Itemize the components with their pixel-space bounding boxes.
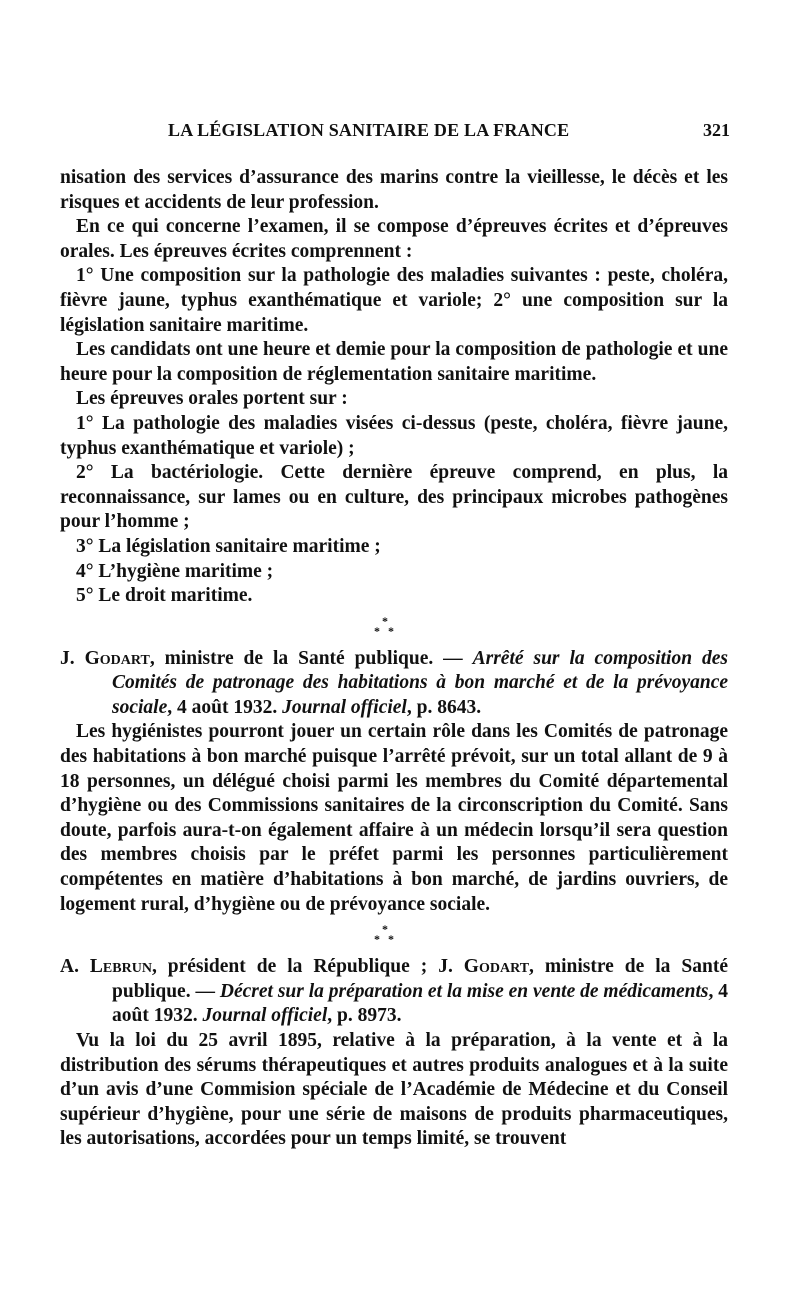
- citation2-author1-initial: A.: [60, 956, 90, 978]
- paragraph-oral-intro: Les épreuves orales portent sur :: [76, 388, 348, 410]
- list-item-oral-2: 2° La bactériologie. Cette dernière épreuve comprend, en plus, la reconnaissance, sur lames ou en culture, des principaux microbes pathogènes pour l’homme ;: [60, 462, 728, 533]
- section-separator-2: [60, 917, 728, 955]
- citation-author-initial: J.: [60, 647, 85, 669]
- citation-arrete: [60, 647, 728, 721]
- separator-star-left: *: [374, 623, 388, 638]
- citation2-author2-name: Godart: [463, 956, 530, 978]
- separator-stars-bottom-2: [374, 933, 402, 945]
- citation-date: , 4 août 1932.: [167, 696, 283, 718]
- citation2-author1-name: Lebrun: [89, 956, 152, 978]
- citation-title: Arrêté sur la composition des Comités de patronage des habitations à bon marché et de la prévoyance sociale: [112, 647, 729, 718]
- running-title: LA LÉGISLATION SANITAIRE DE LA FRANCE: [168, 120, 570, 140]
- list-item-oral-1: 1° La pathologie des maladies visées ci-dessus (peste, choléra, fièvre jaune, typhus exanthématique et variole) ;: [60, 412, 728, 459]
- citation2-author2-role: , ministre de la Santé publique. —: [112, 956, 728, 1002]
- citation-author-role: , ministre de la Santé publique. —: [149, 647, 473, 669]
- citation-journal: Journal officiel: [282, 696, 407, 718]
- page-number: 321: [703, 120, 730, 140]
- citation2-journal: Journal officiel: [202, 1005, 328, 1027]
- separator-star-top-2: *: [382, 922, 388, 937]
- paragraph-continuation: nisation des services d’assurance des marins contre la vieillesse, le décès et les risques et accidents de leur profession.: [60, 167, 728, 213]
- separator-star-right: *: [388, 623, 402, 638]
- citation-decret: [60, 955, 728, 1029]
- citation2-author1-role: , président de la République ; J.: [151, 956, 464, 978]
- separator-star-right-2: *: [388, 932, 402, 947]
- citation2-page-ref: , p. 8973.: [327, 1005, 402, 1027]
- separator-stars-bottom: [374, 625, 402, 637]
- separator-star-left-2: *: [374, 932, 388, 947]
- paragraph-loi-1895: Vu la loi du 25 avril 1895, relative à la préparation, à la vente et à la distribution des sérums thérapeutiques et autres produits analogues et à la suite d’un avis d’une Commision spéciale de l’Académie de Médecine et du Conseil supérieur d’hygiène, pour une série de maisons de produits pharmaceutiques, les autorisations, accordées pour un temps limité, se trouvent: [60, 1030, 728, 1150]
- paragraph-exam: En ce qui concerne l’examen, il se compose d’épreuves écrites et d’épreuves orales. Les épreuves écrites comprennent :: [60, 216, 728, 262]
- list-item-oral-5: 5° Le droit maritime.: [76, 585, 253, 607]
- list-item-oral-3: 3° La législation sanitaire maritime ;: [76, 535, 381, 557]
- page-body: [60, 166, 728, 1152]
- paragraph-written-1: 1° Une composition sur la pathologie des maladies suivantes : peste, choléra, fièvre jaune, typhus exanthématique et variole; 2° une composition sur la législation sanitaire maritime.: [60, 265, 728, 336]
- citation-page-ref: , p. 8643.: [406, 696, 482, 718]
- citation-author-name: Godart: [84, 647, 150, 669]
- citation2-date: , 4 août 1932.: [112, 980, 729, 1027]
- page-header: [60, 120, 730, 148]
- citation2-title: Décret sur la préparation et la mise en vente de médicaments: [219, 980, 709, 1002]
- list-item-oral-4: 4° L’hygiène maritime ;: [76, 560, 274, 582]
- paragraph-hygienistes: Les hygiénistes pourront jouer un certain rôle dans les Comités de patronage des habitations à bon marché puisque l’arrêté prévoit, sur un total allant de 9 à 18 personnes, un délégué choisi parmi les membres du Comité départemental d’hygiène ou des Commissions sanitaires de la circonscription du Comité. Sans doute, parfois aura-t-on également affaire à un médecin lorsqu’il sera question des membres choisis par le préfet parmi les personnes particulièrement compétentes en matière d’habitations à bon marché, de jardins ouvriers, de logement rural, d’hygiène ou de prévoyance sociale.: [60, 721, 728, 915]
- section-separator: [60, 609, 728, 647]
- separator-star-top: *: [382, 613, 388, 628]
- paragraph-candidates: Les candidats ont une heure et demie pour la composition de pathologie et une heure pour la composition de réglementation sanitaire maritime.: [60, 339, 728, 385]
